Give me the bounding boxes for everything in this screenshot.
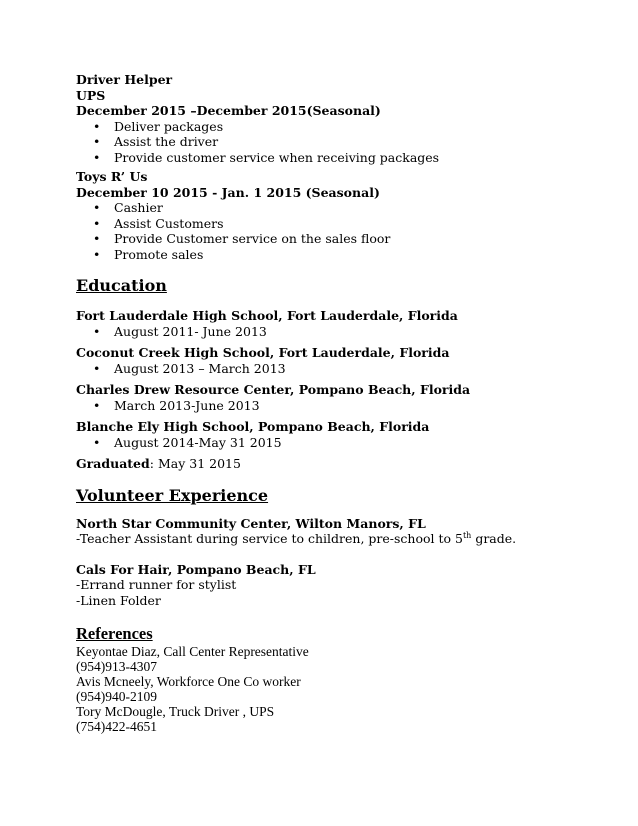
school-name: Coconut Creek High School, Fort Lauderdale, Florida — [76, 345, 450, 360]
reference-line: (754)422-4651 — [76, 719, 157, 734]
list-item: • August 2014-May 31 2015 — [76, 435, 596, 451]
school-dates-list — [76, 324, 596, 340]
job-dates: December 10 2015 - Jan. 1 2015 (Seasonal) — [76, 184, 380, 200]
school-name: Fort Lauderdale High School, Fort Lauderdale, Florida — [76, 308, 458, 323]
job-ups — [76, 72, 596, 165]
job-title: Driver Helper — [76, 72, 173, 87]
list-item: • Assist the driver — [76, 134, 596, 150]
volunteer-org: North Star Community Center, Wilton Manors, FL — [76, 515, 426, 531]
job-company: Toys R’ Us — [76, 169, 148, 184]
volunteer-duty: -Linen Folder — [76, 592, 161, 608]
school-dates-list — [76, 398, 596, 414]
list-item: • Deliver packages — [76, 119, 596, 135]
graduated-label: Graduated — [76, 456, 150, 471]
graduated-value: : May 31 2015 — [149, 456, 241, 471]
list-item: • Provide Customer service on the sales floor — [76, 231, 596, 247]
list-item: • August 2011- June 2013 — [76, 324, 596, 340]
school-name: Blanche Ely High School, Pompano Beach, Florida — [76, 419, 430, 434]
volunteer-duty: -Errand runner for stylist — [76, 577, 237, 592]
volunteer-org: Cals For Hair, Pompano Beach, FL — [76, 561, 316, 577]
list-item: • August 2013 – March 2013 — [76, 361, 596, 377]
duty-superscript: th — [462, 530, 472, 540]
list-item: • March 2013-June 2013 — [76, 398, 596, 414]
education-section — [76, 276, 596, 472]
duty-text-end: grade. — [471, 531, 517, 546]
job-toys-r-us — [76, 169, 596, 262]
volunteer-section — [76, 486, 596, 609]
graduated-line — [76, 456, 596, 472]
list-item: • Promote sales — [76, 247, 596, 263]
job-duties — [76, 119, 596, 166]
education-heading: Education — [76, 276, 167, 295]
school-name: Charles Drew Resource Center, Pompano Beach, Florida — [76, 382, 471, 397]
job-dates: December 2015 –December 2015(Seasonal) — [76, 103, 381, 118]
duty-text: -Teacher Assistant during service to children, pre-school to 5 — [76, 531, 463, 546]
school-dates-list — [76, 435, 596, 451]
resume-page — [76, 72, 596, 734]
references-section — [76, 624, 596, 734]
job-duties — [76, 200, 596, 262]
job-company: UPS — [76, 87, 106, 103]
reference-line: Avis Mcneely, Workforce One Co worker — [76, 674, 301, 689]
school-dates-list — [76, 361, 596, 377]
reference-line: Tory McDougle, Truck Driver , UPS — [76, 704, 275, 719]
reference-line: Keyontae Diaz, Call Center Representative — [76, 644, 309, 659]
list-item: • Cashier — [76, 200, 596, 216]
reference-line: (954)940-2109 — [76, 689, 157, 704]
volunteer-heading: Volunteer Experience — [76, 485, 269, 505]
references-heading: References — [76, 624, 153, 643]
volunteer-duty — [76, 531, 596, 547]
list-item: • Assist Customers — [76, 216, 596, 232]
list-item: • Provide customer service when receiving packages — [76, 150, 596, 166]
reference-line: (954)913-4307 — [76, 659, 157, 674]
